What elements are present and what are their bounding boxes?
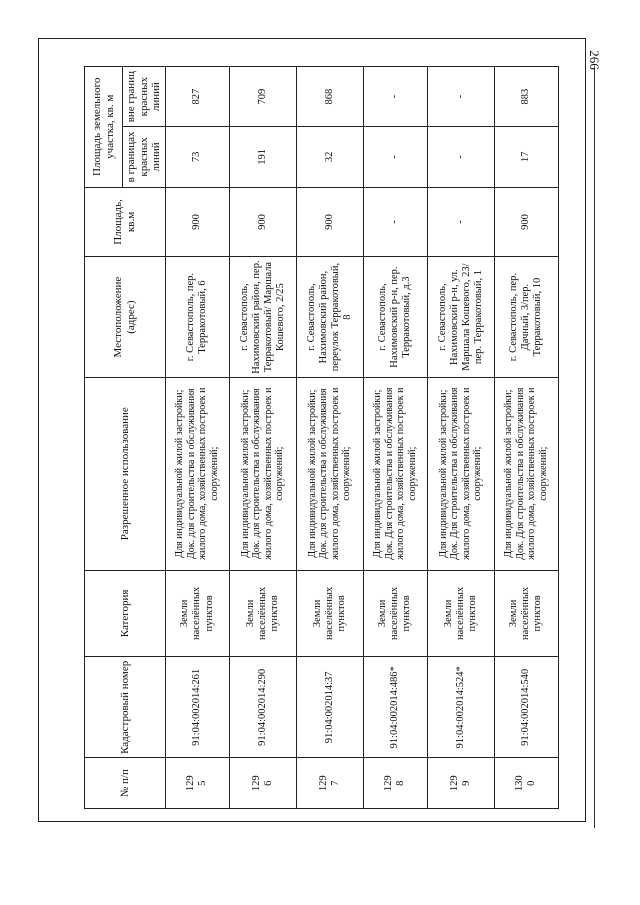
cadastral-number: 91:04:002014:37 [296,657,363,758]
area-within: - [363,127,427,187]
cadastral-number: 91:04:002014:486* [363,657,427,758]
area-outside: 883 [494,67,558,127]
rotated-table-inner [84,66,559,809]
cadastral-number: 91:04:002014:261 [165,657,229,758]
row-number: 129 9 [427,758,494,809]
row-number: 130 0 [494,758,558,809]
cadastral-number: 91:04:002014:524* [427,657,494,758]
header-permitted-use: Разрешенное использование [85,377,166,570]
area-outside: 827 [165,67,229,127]
row-number: 129 8 [363,758,427,809]
land-category: Земли населённых пунктов [230,570,297,657]
land-category: Земли населённых пунктов [296,570,363,657]
location: г. Севастополь, Нахимовский р-н, ул. Маршала Кошевого, 23/пер. Терракотовый, 1 [427,257,494,377]
cadastral-number: 91:04:002014:290 [230,657,297,758]
header-within-red-lines: в границах красных линий [123,127,166,187]
area: 900 [165,187,229,257]
area-within: 73 [165,127,229,187]
area-outside: - [363,67,427,127]
area-outside: - [427,67,494,127]
land-registry-table [84,66,559,809]
page-number-text: 266 [587,50,602,70]
permitted-use: Для индивидуальной жилой застройки; Док. Для строительства и обслуживания жилого дома, хозяйственных построек и сооружений; [494,377,558,570]
area-within: 17 [494,127,558,187]
area: - [363,187,427,257]
table-row [427,67,494,809]
table-row [296,67,363,809]
page-number [584,40,604,80]
table-row [494,67,558,809]
land-category: Земли населённых пунктов [363,570,427,657]
area-outside: 709 [230,67,297,127]
header-outside-red-lines: вне границ красных линий [123,67,166,127]
margin-rule [594,68,595,828]
header-cadastral: Кадастровый номер [85,657,166,758]
area: 900 [230,187,297,257]
location: г. Севастополь, Нахимовский район, переулок Терракотовый, 8 [296,257,363,377]
area-outside: 868 [296,67,363,127]
land-category: Земли населённых пунктов [165,570,229,657]
area-within: 32 [296,127,363,187]
permitted-use: Для индивидуальной жилой застройки; Док. Для строительства и обслуживания жилого дома, хозяйственных построек и сооружений; [427,377,494,570]
header-location: Местоположение (адрес) [85,257,166,377]
header-category: Категория [85,570,166,657]
location: г. Севастополь, Нахимовский р-н, пер. Терракотовый, д.3 [363,257,427,377]
table-row [165,67,229,809]
row-number: 129 5 [165,758,229,809]
area-within: 191 [230,127,297,187]
header-area: Площадь, кв.м [85,187,166,257]
row-number: 129 6 [230,758,297,809]
location: г. Севастополь, пер. Дачный, 3/пер. Терракотовый, 10 [494,257,558,377]
cadastral-number: 91:04:002014:540 [494,657,558,758]
permitted-use: Для индивидуальной жилой застройки; Док. для строительства и обслуживания жилого дома, хозяйственных построек и сооружений; [296,377,363,570]
rotated-table-wrapper [84,66,559,809]
land-category: Земли населённых пунктов [427,570,494,657]
permitted-use: Для индивидуальной жилой застройки; Док. для строительства и обслуживания жилого дома, хозяйственных построек и сооружений; [230,377,297,570]
header-num: № п/п [85,758,166,809]
table-row [363,67,427,809]
permitted-use: Для индивидуальной жилой застройки; Док. для строительства и обслуживания жилого дома, хозяйственных построек и сооружений; [165,377,229,570]
location: г. Севастополь, Нахимовский район, пер. Терракотовый/ Маршала Кошевого, 2/25 [230,257,297,377]
land-category: Земли населённых пунктов [494,570,558,657]
area: - [427,187,494,257]
row-number: 129 7 [296,758,363,809]
header-plot-area: Площадь земельного участка, кв. м [85,67,123,188]
permitted-use: Для индивидуальной жилой застройки; Док. Для строительства и обслуживания жилого дома, хозяйственных построек и сооружений; [363,377,427,570]
area-within: - [427,127,494,187]
table-row [230,67,297,809]
area: 900 [296,187,363,257]
location: г. Севастополь, пер. Терракотовый, 6 [165,257,229,377]
area: 900 [494,187,558,257]
